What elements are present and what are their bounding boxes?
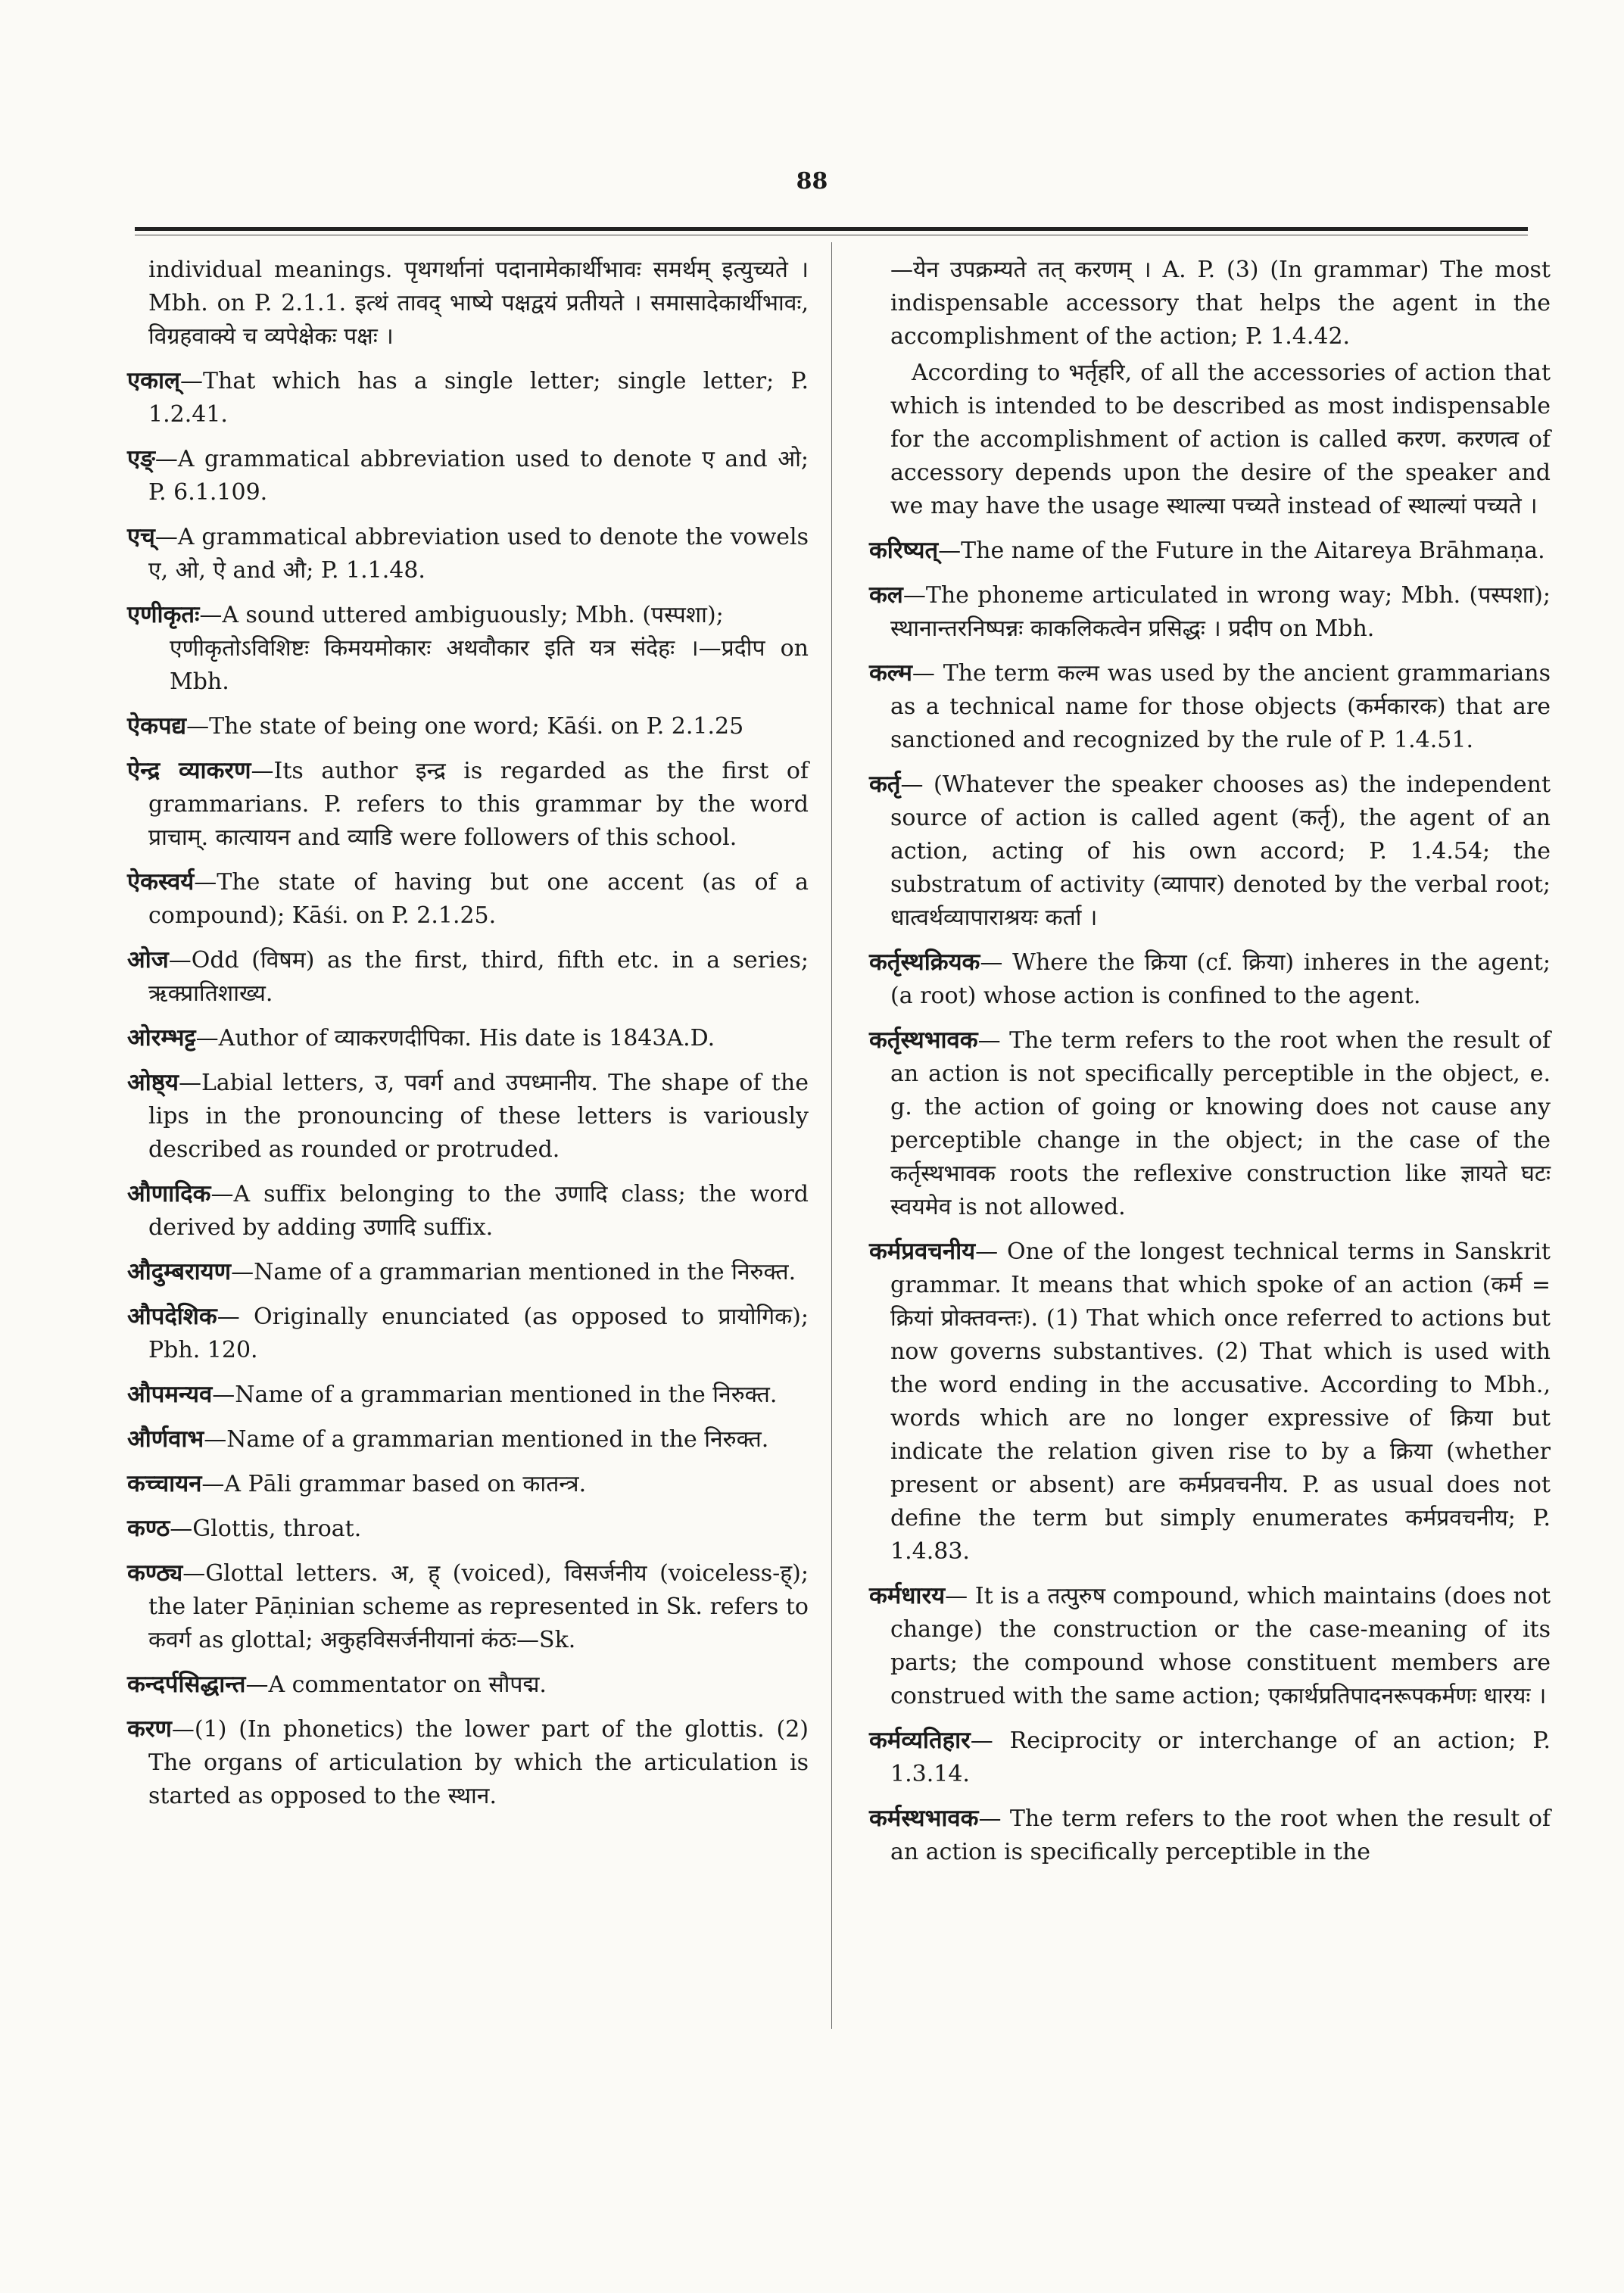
entry-definition: — One of the longest technical terms in Sanskrit grammar. It means that which spoke of an action (कर्म = क्रियां प्रोक्तवन्तः). (1) That which once referred to actions but now governs substantives. (2) That which is used with the word ending in the accusative. According to Mbh., words which are no longer expressive of क्रिया but indicate the relation given rise to by a क्रिया (whether present or absent) are कर्मप्रवचनीय. P. as usual does not define the term but simply enumerates कर्मप्रवचनीय; P. 1.4.83. [890, 1238, 1551, 1565]
dictionary-entry [127, 943, 809, 1011]
dictionary-entry [869, 1235, 1551, 1569]
entry-definition: —A grammatical abbreviation used to denote the vowels ए, ओ, ऐ and औ; P. 1.1.48. [148, 524, 809, 584]
entry-definition: —Name of a grammarian mentioned in the निरुक्त. [204, 1426, 769, 1453]
dictionary-entry [127, 364, 809, 431]
entry-headword: एङ् [127, 445, 155, 472]
entry-headword: औणादिक [127, 1180, 211, 1207]
entry-definition: —Author of व्याकरणदीपिका. His date is 1843A.D. [195, 1025, 715, 1051]
dictionary-entry [127, 865, 809, 933]
header-rule-thick [135, 227, 1528, 231]
entry-headword: कच्चायन [127, 1470, 202, 1497]
entry-definition: —A suffix belonging to the उणादि class; the word derived by adding उणादि suffix. [148, 1181, 809, 1241]
entry-definition: —The name of the Future in the Aitareya Brāhmaṇa. [938, 537, 1545, 564]
dictionary-entry [127, 598, 809, 699]
entry-definition: —The phoneme articulated in wrong way; Mbh. (पस्पशा); स्थानान्तरनिष्पन्नः काकलिकत्वेन प्रसिद्धः । प्रदीप on Mbh. [890, 582, 1551, 642]
entry-definition: —Labial letters, उ, पवर्ग and उपध्मानीय. The shape of the lips in the pronouncing of these letters is variously described as rounded or protruded. [148, 1070, 809, 1163]
entry-definition: — Originally enunciated (as opposed to प्रायोगिक); Pbh. 120. [148, 1304, 809, 1363]
entry-headword: एणीकृतः [127, 601, 200, 628]
entry-definition: —येन उपक्रम्यते तत् करणम् । A. P. (3) (In grammar) The most indispensable accessory that helps the agent in the accomplishment of the action; P. 1.4.42. [890, 257, 1551, 350]
dictionary-entry [127, 709, 809, 743]
entry-definition: —Name of a grammarian mentioned in the निरुक्त. [212, 1382, 778, 1408]
dictionary-entry [127, 1300, 809, 1367]
entry-headword: एकाल् [127, 367, 180, 394]
dictionary-entry [127, 1467, 809, 1501]
dictionary-entry [127, 1668, 809, 1702]
entry-headword: कल्म [869, 659, 912, 687]
right-column [869, 254, 1551, 1880]
dictionary-entry [127, 1556, 809, 1657]
entry-definition: —A sound uttered ambiguously; Mbh. (पस्पशा); [199, 602, 724, 628]
dictionary-entry [869, 534, 1551, 568]
entry-definition: — Where the क्रिया (cf. क्रिया) inheres in the agent; (a root) whose action is confined to the agent. [890, 949, 1551, 1009]
entry-headword: कर्मधारय [869, 1582, 946, 1609]
dictionary-entry [127, 1255, 809, 1289]
entry-definition: — (Whatever the speaker chooses as) the independent source of action is called agent (कर्तृ), the agent of an action, acting of his own accord; P. 1.4.54; the substratum of activity (व्यापार) denoted by the verbal root; धात्वर्थव्यापाराश्रयः कर्ता । [890, 771, 1551, 931]
entry-definition: —A commentator on सौपद्म. [245, 1671, 547, 1698]
page-number: 88 [796, 168, 828, 195]
entry-definition: —A grammatical abbreviation used to denote ए and ओ; P. 6.1.109. [148, 446, 809, 506]
dictionary-entry [869, 656, 1551, 757]
entry-headword: कन्दर्पसिद्धान्त [127, 1671, 246, 1698]
entry-definition: — Reciprocity or interchange of an action; P. 1.3.14. [890, 1728, 1551, 1787]
entry-headword: कर्मस्थभावक [869, 1805, 979, 1832]
dictionary-entry [127, 1512, 809, 1546]
entry-definition: — It is a तत्पुरुष compound, which maintains (does not change) the construction or the case-meaning of its parts; the compound whose constituent members are construed with the same action; एकार्थप्रतिपादनरूपकर्मणः धारयः । [890, 1583, 1551, 1709]
dictionary-entry [869, 768, 1551, 935]
continued-entry [869, 254, 1551, 523]
entry-definition: individual meanings. पृथगर्थानां पदानामेकार्थीभावः समर्थम् इत्युच्यते । Mbh. on P. 2.1.1. इत्थं तावद् भाष्ये पक्षद्वयं प्रतीयते । समासादेकार्थीभावः, विग्रहवाक्ये च व्यपेक्षेकः पक्षः । [148, 257, 809, 350]
dictionary-entry [869, 1724, 1551, 1791]
entry-headword: कर्तृस्थक्रियक [869, 949, 980, 976]
dictionary-entry [127, 1712, 809, 1813]
dictionary-entry [869, 1023, 1551, 1224]
entry-definition: —Name of a grammarian mentioned in the निरुक्त. [231, 1259, 796, 1285]
entry-headword: ओरम्भट्ट [127, 1024, 196, 1051]
entry-headword: कर्मव्यतिहार [869, 1727, 971, 1754]
entry-headword: और्णवाभ [127, 1425, 204, 1453]
entry-definition: —(1) (In phonetics) the lower part of the glottis. (2) The organs of articulation by which the articulation is started as opposed to the स्थान. [148, 1716, 809, 1809]
entry-headword: कल [869, 581, 903, 609]
entry-definition: —The state of having but one accent (as of a compound); Kāśi. on P. 2.1.25. [148, 869, 809, 929]
column-divider [831, 242, 832, 2029]
dictionary-entry [127, 520, 809, 587]
continued-entry [127, 254, 809, 354]
entry-headword: औदुम्बरायण [127, 1258, 232, 1285]
dictionary-entry [869, 578, 1551, 646]
left-column [127, 254, 809, 1824]
entry-definition: —The state of being one word; Kāśi. on P. 2.1.25 [186, 713, 744, 740]
dictionary-entry [127, 1378, 809, 1412]
entry-headword: कर्तृस्थभावक [869, 1027, 978, 1054]
entry-headword: औपमन्यव [127, 1381, 213, 1408]
entry-paragraph: According to भर्तृहरि, of all the accessories of action that which is intended to be described as most indispensable for the accomplishment of action is called करण. करणत्व of accessory depends upon the desire of the speaker and we may have the usage स्थाल्या पच्यते instead of स्थाल्यां पच्यते । [890, 360, 1551, 519]
dictionary-entry [127, 1177, 809, 1245]
dictionary-entry [127, 1422, 809, 1456]
entry-headword: ऐकस्वर्य [127, 868, 195, 896]
entry-headword: औपदेशिक [127, 1303, 217, 1330]
dictionary-entry [869, 946, 1551, 1013]
dictionary-entry [127, 1021, 809, 1055]
entry-definition: —Odd (विषम) as the first, third, fifth etc. in a series; ऋक्प्रातिशाख्य. [148, 947, 809, 1007]
entry-definition: —Its author इन्द्र is regarded as the first of grammarians. P. refers to this grammar by the word प्राचाम्. कात्यायन and व्याडि were followers of this school. [148, 758, 809, 851]
entry-headword: ओष्ठ्य [127, 1069, 179, 1096]
entry-headword: करण [127, 1715, 172, 1743]
entry-headword: ऐकपद्य [127, 712, 187, 740]
entry-headword: करिष्यत् [869, 537, 939, 564]
dictionary-entry [869, 1802, 1551, 1869]
entry-definition: —Glottal letters. अ, ह् (voiced), विसर्जनीय (voiceless-ह्); the later Pāṇinian scheme as represented in Sk. refers to कवर्ग as glottal; अकुहविसर्जनीयानां कंठः—Sk. [148, 1560, 809, 1653]
entry-headword: कर्तृ [869, 771, 901, 798]
entry-headword: कर्मप्रवचनीय [869, 1238, 976, 1265]
entry-headword: एच् [127, 523, 155, 550]
entry-definition: —That which has a single letter; single letter; P. 1.2.41. [148, 368, 809, 428]
entry-headword: ऐन्द्र व्याकरण [127, 757, 251, 784]
dictionary-entry [127, 1066, 809, 1167]
entry-definition: — The term कल्म was used by the ancient grammarians as a technical name for those objects (कर्मकारक) that are sanctioned and recognized by the rule of P. 1.4.51. [890, 660, 1551, 753]
entry-definition: —A Pāli grammar based on कातन्त्र. [201, 1471, 587, 1497]
entry-headword: कण्ठ्य [127, 1559, 183, 1587]
entry-definition: — The term refers to the root when the result of an action is specifically perceptible in the [890, 1805, 1551, 1865]
entry-definition: —Glottis, throat. [170, 1516, 362, 1542]
entry-definition: — The term refers to the root when the result of an action is not specifically perceptible in the object, e. g. the action of going or knowing does not cause any perceptible change in the object; in the case of the कर्तृस्थभावक roots the reflexive construction like ज्ञायते घटः स्वयमेव is not allowed. [890, 1027, 1551, 1220]
dictionary-entry [127, 442, 809, 509]
dictionary-entry [869, 1579, 1551, 1713]
entry-headword: कण्ठ [127, 1515, 170, 1542]
entry-quotation: एणीकृतोऽविशिष्टः किमयमोकारः अथवौकार इति यत्र संदेहः ।—प्रदीप on Mbh. [170, 635, 809, 695]
dictionary-entry [127, 754, 809, 855]
entry-headword: ओज [127, 946, 169, 974]
